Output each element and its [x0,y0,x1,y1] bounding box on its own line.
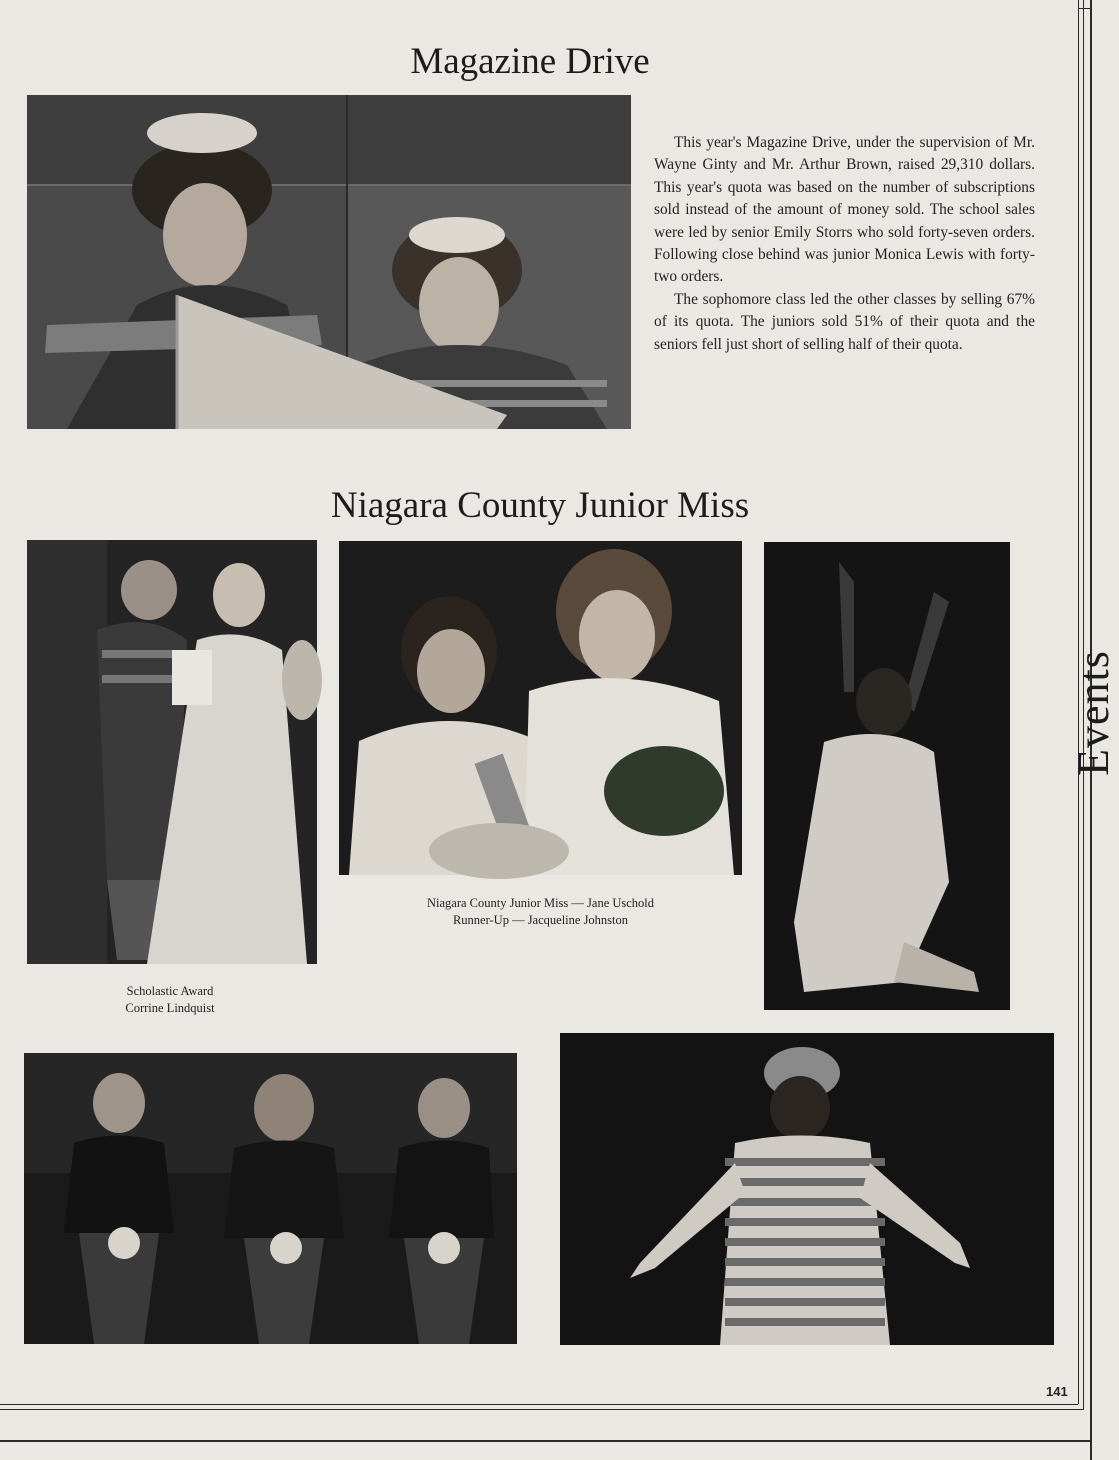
scholastic-caption-line1: Scholastic Award [126,984,214,998]
magazine-drive-body [654,132,1035,356]
magazine-drive-photo [27,95,631,429]
magazine-drive-title: Magazine Drive [410,41,650,82]
frame-line-bottom-inner-2 [0,1404,1078,1405]
magazine-paragraph-2: The sophomore class led the other classes by selling 67% of its quota. The juniors sold 51% of their quota and the seniors fell just short of selling half of their quota. [654,290,1035,353]
frame-line-bottom-outer [0,1440,1092,1442]
striped-performer-photo [560,1033,1054,1345]
dancer-arms-raised-photo [764,542,1010,1010]
page-number: 141 [1046,1384,1068,1399]
junior-miss-title: Niagara County Junior Miss [330,485,750,526]
scholastic-caption-line2: Corrine Lindquist [125,1001,215,1015]
events-side-label: Events [1069,650,1118,776]
junior-miss-caption-line1: Niagara County Junior Miss — Jane Uschold [426,896,655,910]
junior-miss-caption [339,895,742,929]
scholastic-award-photo [27,540,317,964]
frame-line-top [1078,8,1092,9]
junior-miss-caption-line2: Runner-Up — Jacqueline Johnston [452,913,629,927]
magazine-paragraph-1: This year's Magazine Drive, under the supervision of Mr. Wayne Ginty and Mr. Arthur Brown, raised 29,310 dollars. This year's quota was based on the number of subscriptions sold instead of the amount of money sold. The school sales were led by senior Emily Storrs who sold forty-seven orders. Following close behind was junior Monica Lewis with forty-two orders. [654,134,1035,286]
scholastic-award-caption [70,983,270,1017]
junior-miss-winners-photo [339,541,742,875]
frame-line-bottom-inner-1 [0,1409,1084,1410]
three-dancers-photo [24,1053,517,1344]
